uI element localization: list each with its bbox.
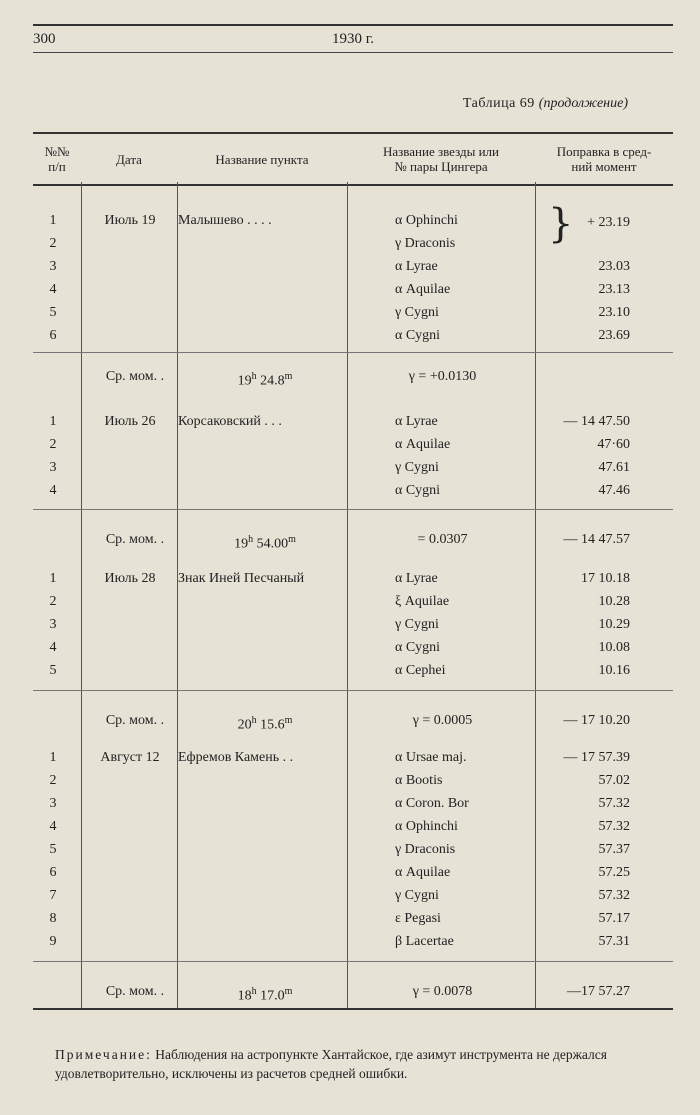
row-correction: — 17 57.39 (563, 750, 630, 765)
row-correction: 57.32 (598, 888, 630, 903)
table-bottom-rule (33, 1008, 673, 1010)
mean-gamma: γ = +0.0130 (408, 369, 477, 384)
row-star: γ Cygni (395, 305, 439, 320)
row-number: 1 (49, 414, 57, 429)
table-caption (463, 96, 628, 112)
row-number: 3 (49, 259, 57, 274)
row-number: 5 (49, 663, 57, 678)
brace-symbol: } (548, 201, 574, 247)
row-correction: 47.46 (598, 483, 630, 498)
page-number: 300 (33, 31, 56, 47)
row-correction: 57.25 (598, 865, 630, 880)
column-separator (81, 182, 82, 1008)
row-correction: 23.69 (598, 328, 630, 343)
row-star: α Cygni (395, 640, 441, 655)
row-number: 9 (49, 934, 57, 949)
row-star: α Aquilae (395, 437, 451, 452)
running-title: 1930 г. (332, 31, 374, 47)
group-separator (33, 961, 673, 962)
row-number: 1 (49, 571, 57, 586)
row-star: α Cygni (395, 328, 441, 343)
col-corr-header: Поправка в сред- ний момент (556, 144, 652, 174)
row-correction: — 14 47.50 (563, 414, 630, 429)
row-star: α Aquilae (395, 282, 451, 297)
row-number: 2 (49, 236, 57, 251)
mean-correction: —17 57.27 (567, 984, 630, 999)
row-place: Малышево . . . . (178, 213, 272, 228)
row-number: 8 (49, 911, 57, 926)
row-star: α Lyrae (395, 571, 438, 586)
row-correction: 47·60 (597, 437, 630, 452)
mean-moment-label: Ср. мом. . (105, 532, 165, 547)
row-correction: 57.02 (598, 773, 630, 788)
column-separator (177, 182, 178, 1008)
row-correction: 57.32 (598, 819, 630, 834)
group-separator (33, 352, 673, 353)
row-star: β Lacertae (395, 934, 454, 949)
mean-moment-time: 20$^h$ 15.6$^m$ (237, 715, 293, 733)
row-star: ξ Aquilae (395, 594, 450, 609)
row-number: 3 (49, 617, 57, 632)
row-date: Июль 26 (104, 414, 156, 429)
row-date: Июль 28 (104, 571, 156, 586)
col-num-header: №№ п/п (44, 144, 70, 174)
col-place-header: Название пункта (215, 151, 309, 167)
row-date: Июль 19 (104, 213, 156, 228)
row-star: α Cygni (395, 483, 441, 498)
row-star: α Cephei (395, 663, 446, 678)
row-correction: 10.28 (598, 594, 630, 609)
row-star: α Ophinchi (395, 819, 458, 834)
group-separator (33, 509, 673, 510)
mean-moment-time: 19$^h$ 24.8$^m$ (237, 371, 293, 389)
row-correction: 57.32 (598, 796, 630, 811)
row-correction: 17 10.18 (581, 571, 630, 586)
row-correction: 57.31 (598, 934, 630, 949)
row-number: 3 (49, 460, 57, 475)
group-separator (33, 690, 673, 691)
row-place: Ефремов Камень . . (178, 750, 294, 765)
row-number: 2 (49, 773, 57, 788)
row-number: 4 (49, 282, 57, 297)
row-date: Август 12 (100, 750, 160, 765)
mean-moment-label: Ср. мом. . (105, 713, 165, 728)
row-star: α Aquilae (395, 865, 451, 880)
row-number: 2 (49, 594, 57, 609)
column-separator (535, 182, 536, 1008)
row-correction: 23.10 (598, 305, 630, 320)
column-separator (347, 182, 348, 1008)
row-star: γ Cygni (395, 617, 439, 632)
row-correction: 10.16 (598, 663, 630, 678)
row-number: 4 (49, 640, 57, 655)
mean-moment-time: 18$^h$ 17.0$^m$ (237, 986, 293, 1004)
row-star: ε Pegasi (395, 911, 441, 926)
row-number: 4 (49, 483, 57, 498)
footnote-lead: Примечание: (55, 1047, 152, 1062)
row-star: α Ursae maj. (395, 750, 467, 765)
row-correction: 23.13 (598, 282, 630, 297)
row-correction: 57.17 (598, 911, 630, 926)
row-number: 6 (49, 328, 57, 343)
column-header-row (33, 132, 673, 186)
row-star: γ Cygni (395, 888, 439, 903)
row-number: 5 (49, 842, 57, 857)
col-date-header: Дата (116, 151, 142, 167)
mean-moment-time: 19$^h$ 54.00$^m$ (234, 534, 296, 552)
row-number: 5 (49, 305, 57, 320)
row-number: 4 (49, 819, 57, 834)
row-star: α Coron. Bor (395, 796, 469, 811)
table-number: Таблица 69 (462, 96, 535, 111)
col-star-header: Название звезды или № пары Цингера (383, 144, 499, 174)
row-number: 2 (49, 437, 57, 452)
mean-moment-label: Ср. мом. . (105, 369, 165, 384)
row-correction: 10.08 (598, 640, 630, 655)
row-star: α Bootis (395, 773, 443, 788)
row-number: 1 (49, 750, 57, 765)
mean-correction: — 14 47.57 (563, 532, 630, 547)
page-header (33, 24, 673, 53)
mean-correction: — 17 10.20 (563, 713, 630, 728)
row-star: α Lyrae (395, 259, 438, 274)
row-correction: 10.29 (598, 617, 630, 632)
row-star: γ Draconis (395, 236, 456, 251)
row-star: α Ophinchi (395, 213, 458, 228)
row-number: 7 (49, 888, 57, 903)
footnote-text: Наблюдения на астропункте Хантайское, где азимут инструмента не держался удовлетворительно, исключены из расчетов средней ошибки. (55, 1047, 607, 1081)
table-continued: (продолжение) (538, 96, 628, 111)
row-star: γ Draconis (395, 842, 456, 857)
row-place: Корсаковский . . . (178, 414, 282, 429)
row-number: 1 (49, 213, 57, 228)
row-correction: 23.03 (598, 259, 630, 274)
mean-gamma: γ = 0.0005 (412, 713, 473, 728)
row-correction: 47.61 (598, 460, 630, 475)
brace-value: + 23.19 (587, 215, 630, 230)
row-correction: 57.37 (598, 842, 630, 857)
row-number: 6 (49, 865, 57, 880)
row-number: 3 (49, 796, 57, 811)
mean-moment-label: Ср. мом. . (105, 984, 165, 999)
footnote (55, 1045, 673, 1083)
mean-gamma: = 0.0307 (417, 532, 468, 547)
row-place: Знак Иней Песчаный (178, 571, 305, 586)
row-star: α Lyrae (395, 414, 438, 429)
row-star: γ Cygni (395, 460, 439, 475)
mean-gamma: γ = 0.0078 (412, 984, 473, 999)
